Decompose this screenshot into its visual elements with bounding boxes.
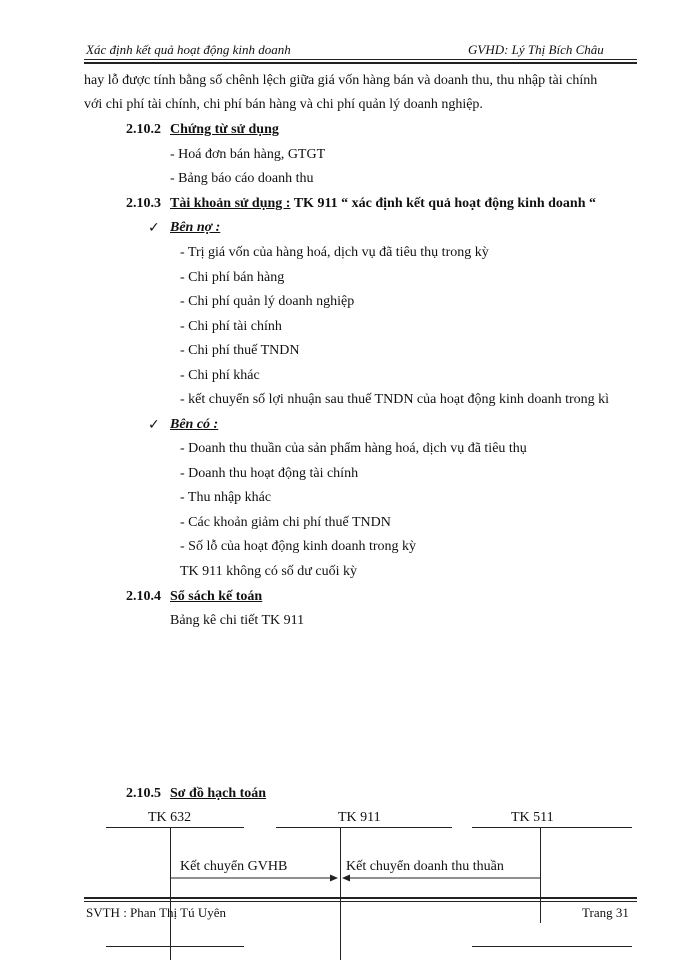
intro-line-2: với chi phí tài chính, chi phí bán hàng và chi phí quản lý doanh nghiệp.	[84, 97, 483, 112]
credit-item: - Thu nhập khác	[180, 490, 272, 505]
credit-item: - Số lỗ của hoạt động kinh doanh trong kỳ	[180, 539, 417, 554]
section-2102-item: - Hoá đơn bán hàng, GTGT	[170, 147, 326, 162]
credit-item: - Doanh thu thuần của sản phẩm hàng hoá, dịch vụ đã tiêu thụ	[180, 441, 527, 456]
section-2102-item: - Bảng báo cáo doanh thu	[170, 171, 314, 186]
credit-item: - Doanh thu hoạt động tài chính	[180, 466, 359, 481]
footer-left: SVTH : Phan Thị Tú Uyên	[86, 905, 226, 920]
arrow-left-icon	[342, 875, 350, 882]
debit-item: - Chi phí quản lý doanh nghiệp	[180, 294, 355, 309]
credit-item: - Các khoản giảm chi phí thuế TNDN	[180, 515, 391, 530]
section-2103-title: Tài khoản sử dụng :	[170, 196, 291, 211]
section-2104-number: 2.10.4	[126, 589, 161, 604]
account-tk511: TK 511	[511, 810, 554, 825]
section-2102-title: Chứng từ sử dụng	[170, 122, 279, 137]
footer-right: Trang 31	[582, 905, 629, 920]
section-2104-text: Bảng kê chi tiết TK 911	[170, 613, 305, 628]
debit-item: - Chi phí khác	[180, 368, 260, 383]
section-2105-title: Sơ đồ hạch toán	[170, 786, 267, 801]
intro-line-1: hay lỗ được tính bằng số chênh lệch giữa giá vốn hàng bán và doanh thu, thu nhập tài chính	[84, 73, 598, 88]
checkmark-icon: ✓	[148, 417, 160, 433]
section-2104-title: Sổ sách kế toán	[170, 589, 263, 604]
debit-item: - Chi phí bán hàng	[180, 270, 285, 285]
continuation-rule-right	[472, 946, 632, 947]
header-right: GVHD: Lý Thị Bích Châu	[468, 42, 604, 57]
debit-item: - kết chuyển số lợi nhuận sau thuế TNDN của hoạt động kinh doanh trong kì	[180, 392, 610, 407]
debit-item: - Chi phí thuế TNDN	[180, 343, 300, 358]
footer-rule	[84, 897, 637, 899]
flow-left-label: Kết chuyển GVHB	[180, 859, 288, 874]
debit-label: Bên nợ :	[170, 220, 221, 235]
debit-item: - Trị giá vốn của hàng hoá, dịch vụ đã tiêu thụ trong kỳ	[180, 245, 489, 260]
arrow-right-icon	[330, 875, 338, 882]
account-tk911: TK 911	[338, 810, 381, 825]
credit-label: Bên có :	[170, 417, 219, 432]
checkmark-icon: ✓	[148, 220, 160, 236]
flow-right-label: Kết chuyển doanh thu thuần	[346, 859, 504, 874]
footer-rule-2	[84, 901, 637, 902]
balance-note: TK 911 không có số dư cuối kỳ	[180, 564, 357, 579]
account-tk632: TK 632	[148, 810, 192, 825]
section-2105-number: 2.10.5	[126, 786, 161, 801]
continuation-rule-left	[106, 946, 244, 947]
section-2102-number: 2.10.2	[126, 122, 161, 137]
section-2103-number: 2.10.3	[126, 196, 161, 211]
header-left: Xác định kết quả hoạt động kinh doanh	[86, 42, 291, 57]
debit-item: - Chi phí tài chính	[180, 319, 282, 334]
section-2103-title-rest: TK 911 “ xác định kết quả hoạt động kinh doanh “	[290, 196, 596, 211]
